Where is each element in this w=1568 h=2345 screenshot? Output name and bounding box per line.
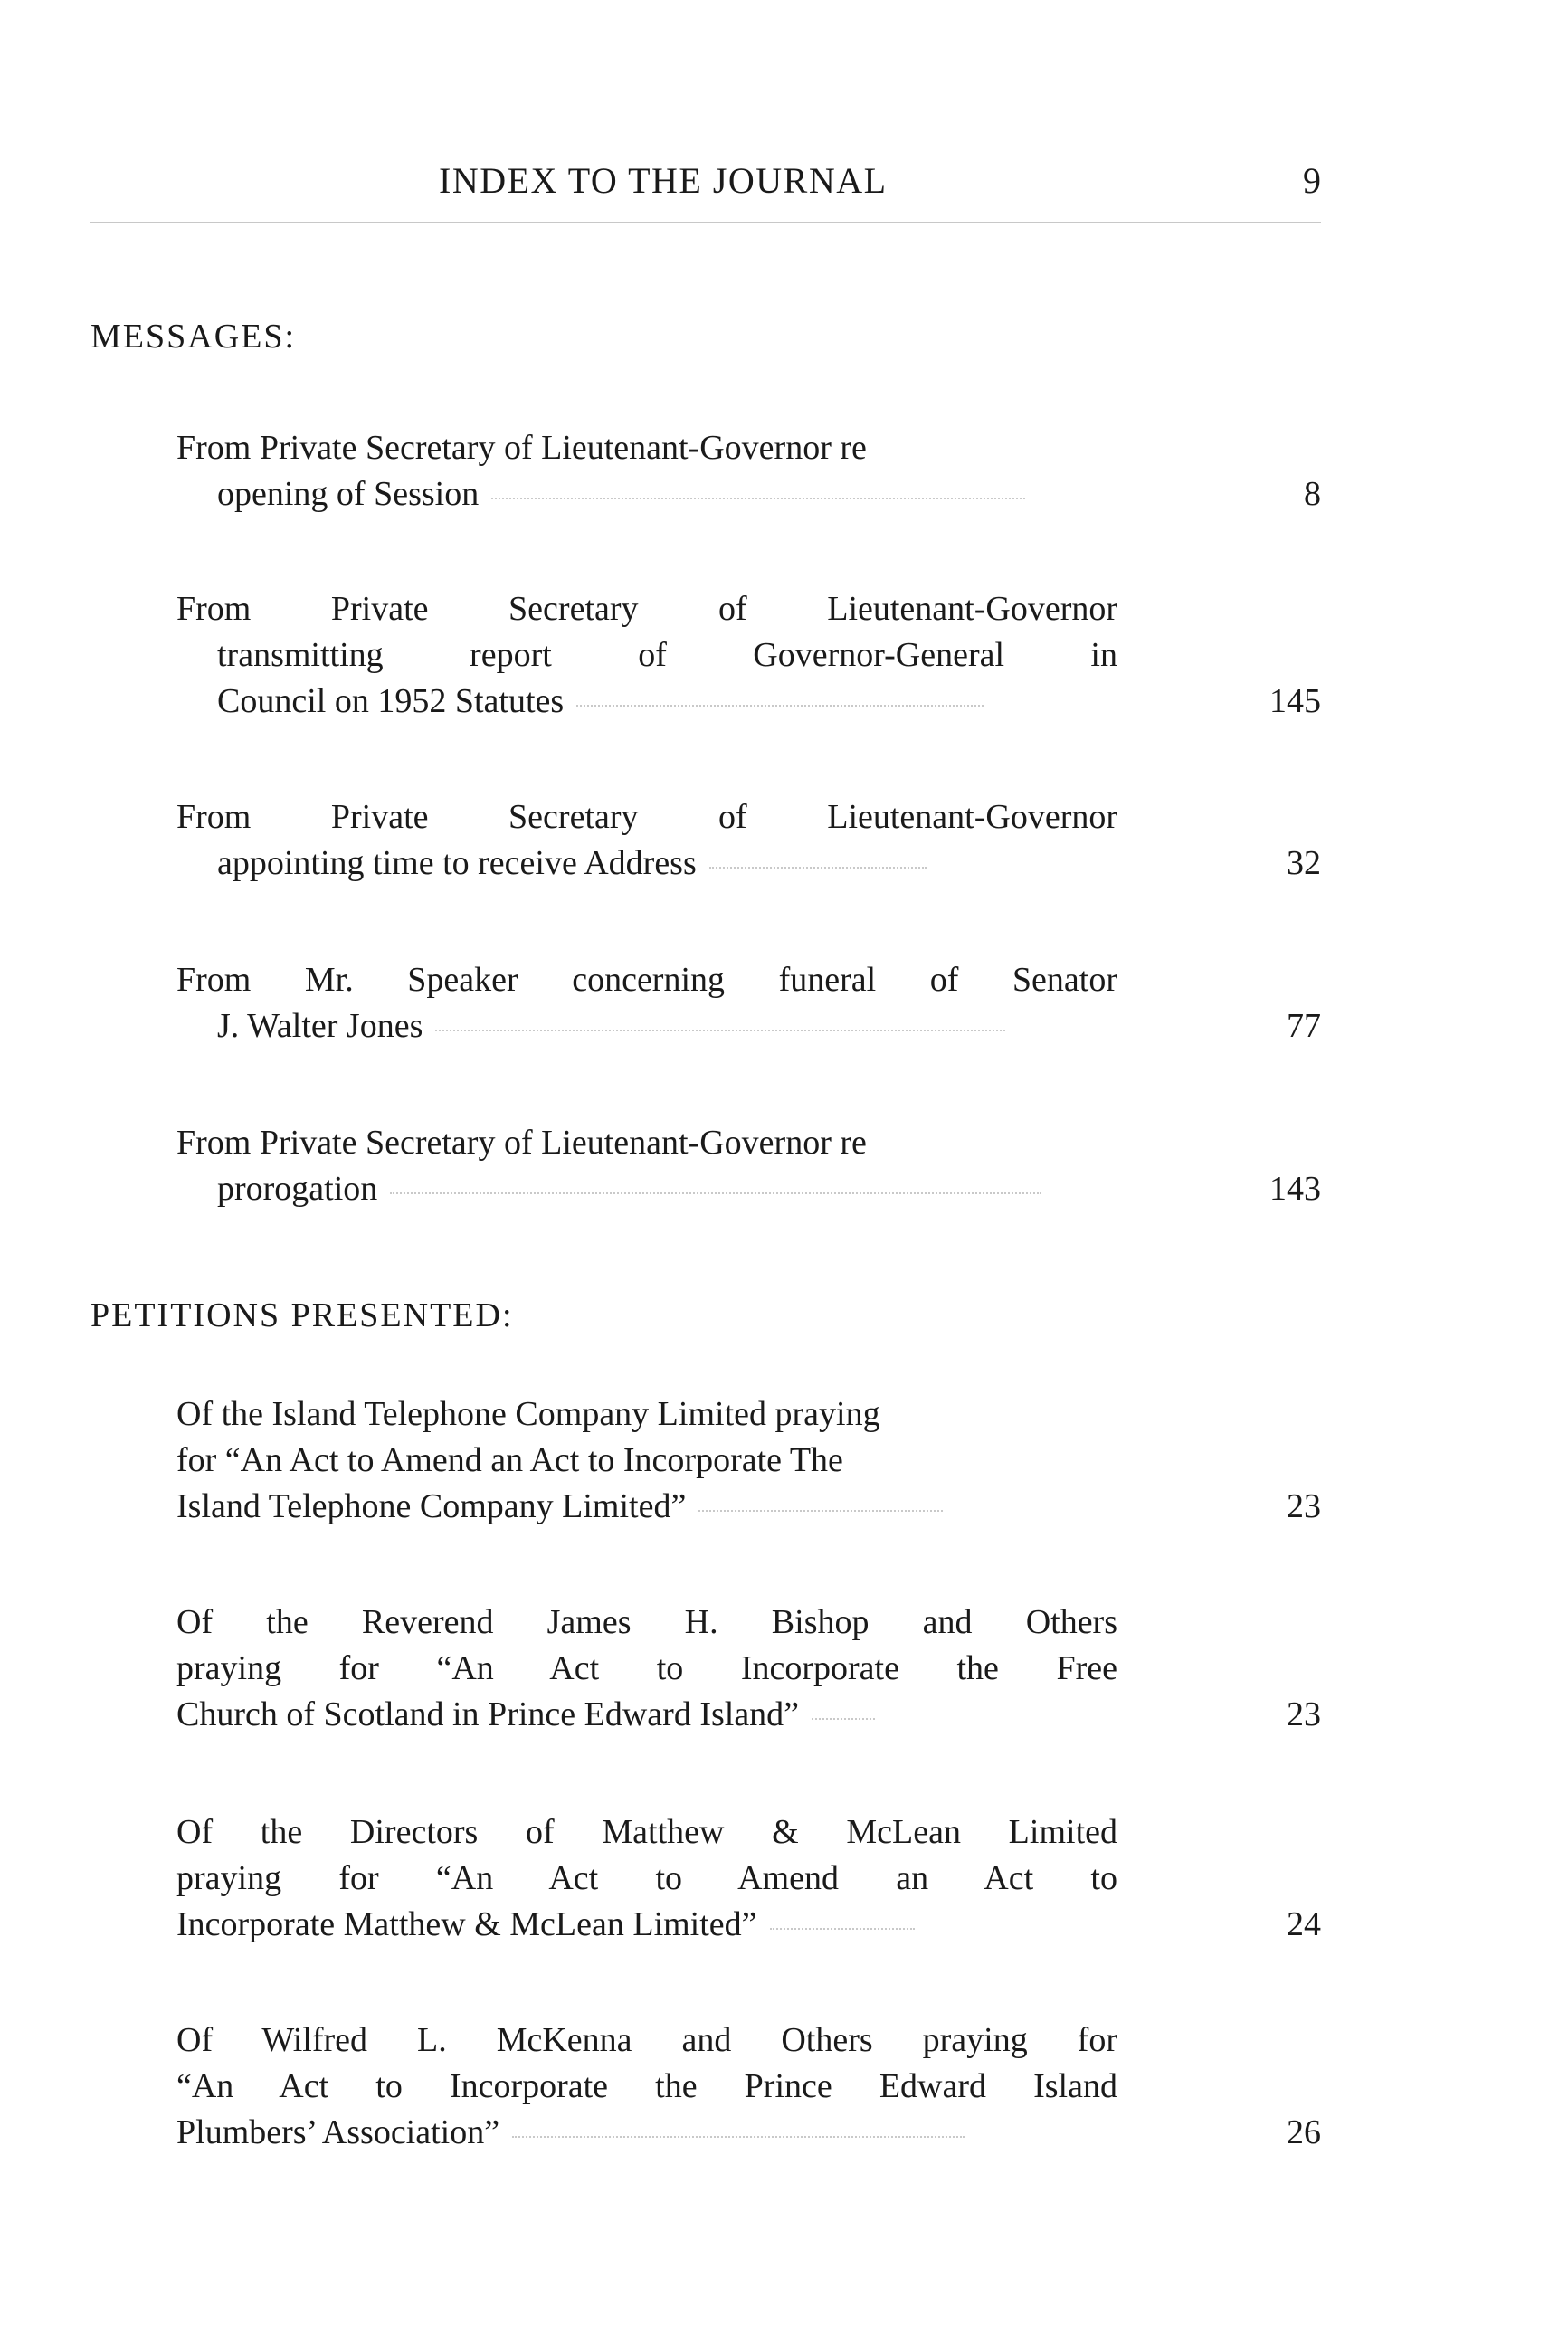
entry-page-number: 23 (1287, 1695, 1321, 1733)
entry-line: Plumbers’ Association” (176, 2113, 500, 2151)
dot-leader (491, 498, 1025, 499)
entry-line: “An Act to Incorporate the Prince Edward Island (176, 2067, 1117, 2105)
entry-page-number: 145 (1269, 682, 1321, 720)
entry-line: Of the Island Telephone Company Limited praying (176, 1395, 880, 1433)
entry-line: Island Telephone Company Limited” (176, 1487, 687, 1525)
entry-line: Incorporate Matthew & McLean Limited” (176, 1905, 757, 1943)
index-entry (176, 1809, 1321, 1948)
entry-last-line (176, 2110, 1321, 2156)
dot-leader (512, 2136, 965, 2138)
entry-line: Church of Scotland in Prince Edward Island” (176, 1695, 800, 1733)
entry-line: opening of Session (217, 475, 480, 513)
entry-page-number: 8 (1304, 475, 1321, 513)
index-entry (176, 425, 1321, 517)
entry-line: Of the Directors of Matthew & McLean Limited (176, 1813, 1117, 1851)
entry-last-line (176, 1692, 1321, 1738)
entry-line: Of the Reverend James H. Bishop and Others (176, 1603, 1117, 1641)
entry-line: prorogation (217, 1170, 378, 1208)
section-heading-petitions: PETITIONS PRESENTED: (90, 1296, 514, 1334)
index-entry (176, 794, 1321, 887)
index-entry (176, 586, 1321, 725)
entry-line: praying for “An Act to Amend an Act to (176, 1859, 1117, 1897)
entry-line: From Private Secretary of Lieutenant-Governor re (176, 429, 867, 467)
entry-line: Of Wilfred L. McKenna and Others praying for (176, 2021, 1117, 2059)
index-entry (176, 1391, 1321, 1530)
page-number: 9 (1303, 160, 1321, 201)
entry-line: From Private Secretary of Lieutenant-Governor re (176, 1124, 867, 1162)
dot-leader (698, 1510, 943, 1512)
index-entry (176, 1600, 1321, 1738)
entry-line: J. Walter Jones (217, 1007, 423, 1045)
index-entry (176, 2017, 1321, 2156)
entry-page-number: 32 (1287, 844, 1321, 882)
entry-last-line (176, 1902, 1321, 1948)
entry-last-line (176, 840, 1321, 887)
entry-last-line (176, 1166, 1321, 1212)
dot-leader (812, 1718, 875, 1720)
entry-last-line (176, 1484, 1321, 1530)
running-title: INDEX TO THE JOURNAL (439, 160, 888, 201)
index-entry (176, 1120, 1321, 1212)
dot-leader (390, 1192, 1041, 1194)
entry-line: praying for “An Act to Incorporate the Free (176, 1649, 1117, 1687)
index-entry (176, 957, 1321, 1049)
entry-line: From Mr. Speaker concerning funeral of Senator (176, 961, 1117, 999)
entry-line: transmitting report of Governor-General in (217, 636, 1117, 674)
section-heading-messages: MESSAGES: (90, 318, 297, 356)
entry-page-number: 77 (1287, 1007, 1321, 1045)
entry-line: Council on 1952 Statutes (217, 682, 565, 720)
running-head (90, 159, 1321, 214)
entry-line: for “An Act to Amend an Act to Incorporate The (176, 1441, 843, 1479)
entry-page-number: 23 (1287, 1487, 1321, 1525)
dot-leader (709, 867, 927, 869)
entry-line: From Private Secretary of Lieutenant-Governor (176, 590, 1117, 628)
dot-leader (576, 705, 984, 707)
entry-last-line (176, 679, 1321, 725)
header-rule (90, 222, 1321, 223)
entry-page-number: 143 (1269, 1170, 1321, 1208)
dot-leader (770, 1928, 915, 1930)
entry-line: appointing time to receive Address (217, 844, 697, 882)
entry-line: From Private Secretary of Lieutenant-Governor (176, 798, 1117, 836)
entry-page-number: 26 (1287, 2113, 1321, 2151)
dot-leader (435, 1030, 1005, 1031)
entry-page-number: 24 (1287, 1905, 1321, 1943)
entry-last-line (176, 1003, 1321, 1049)
entry-last-line (176, 471, 1321, 517)
